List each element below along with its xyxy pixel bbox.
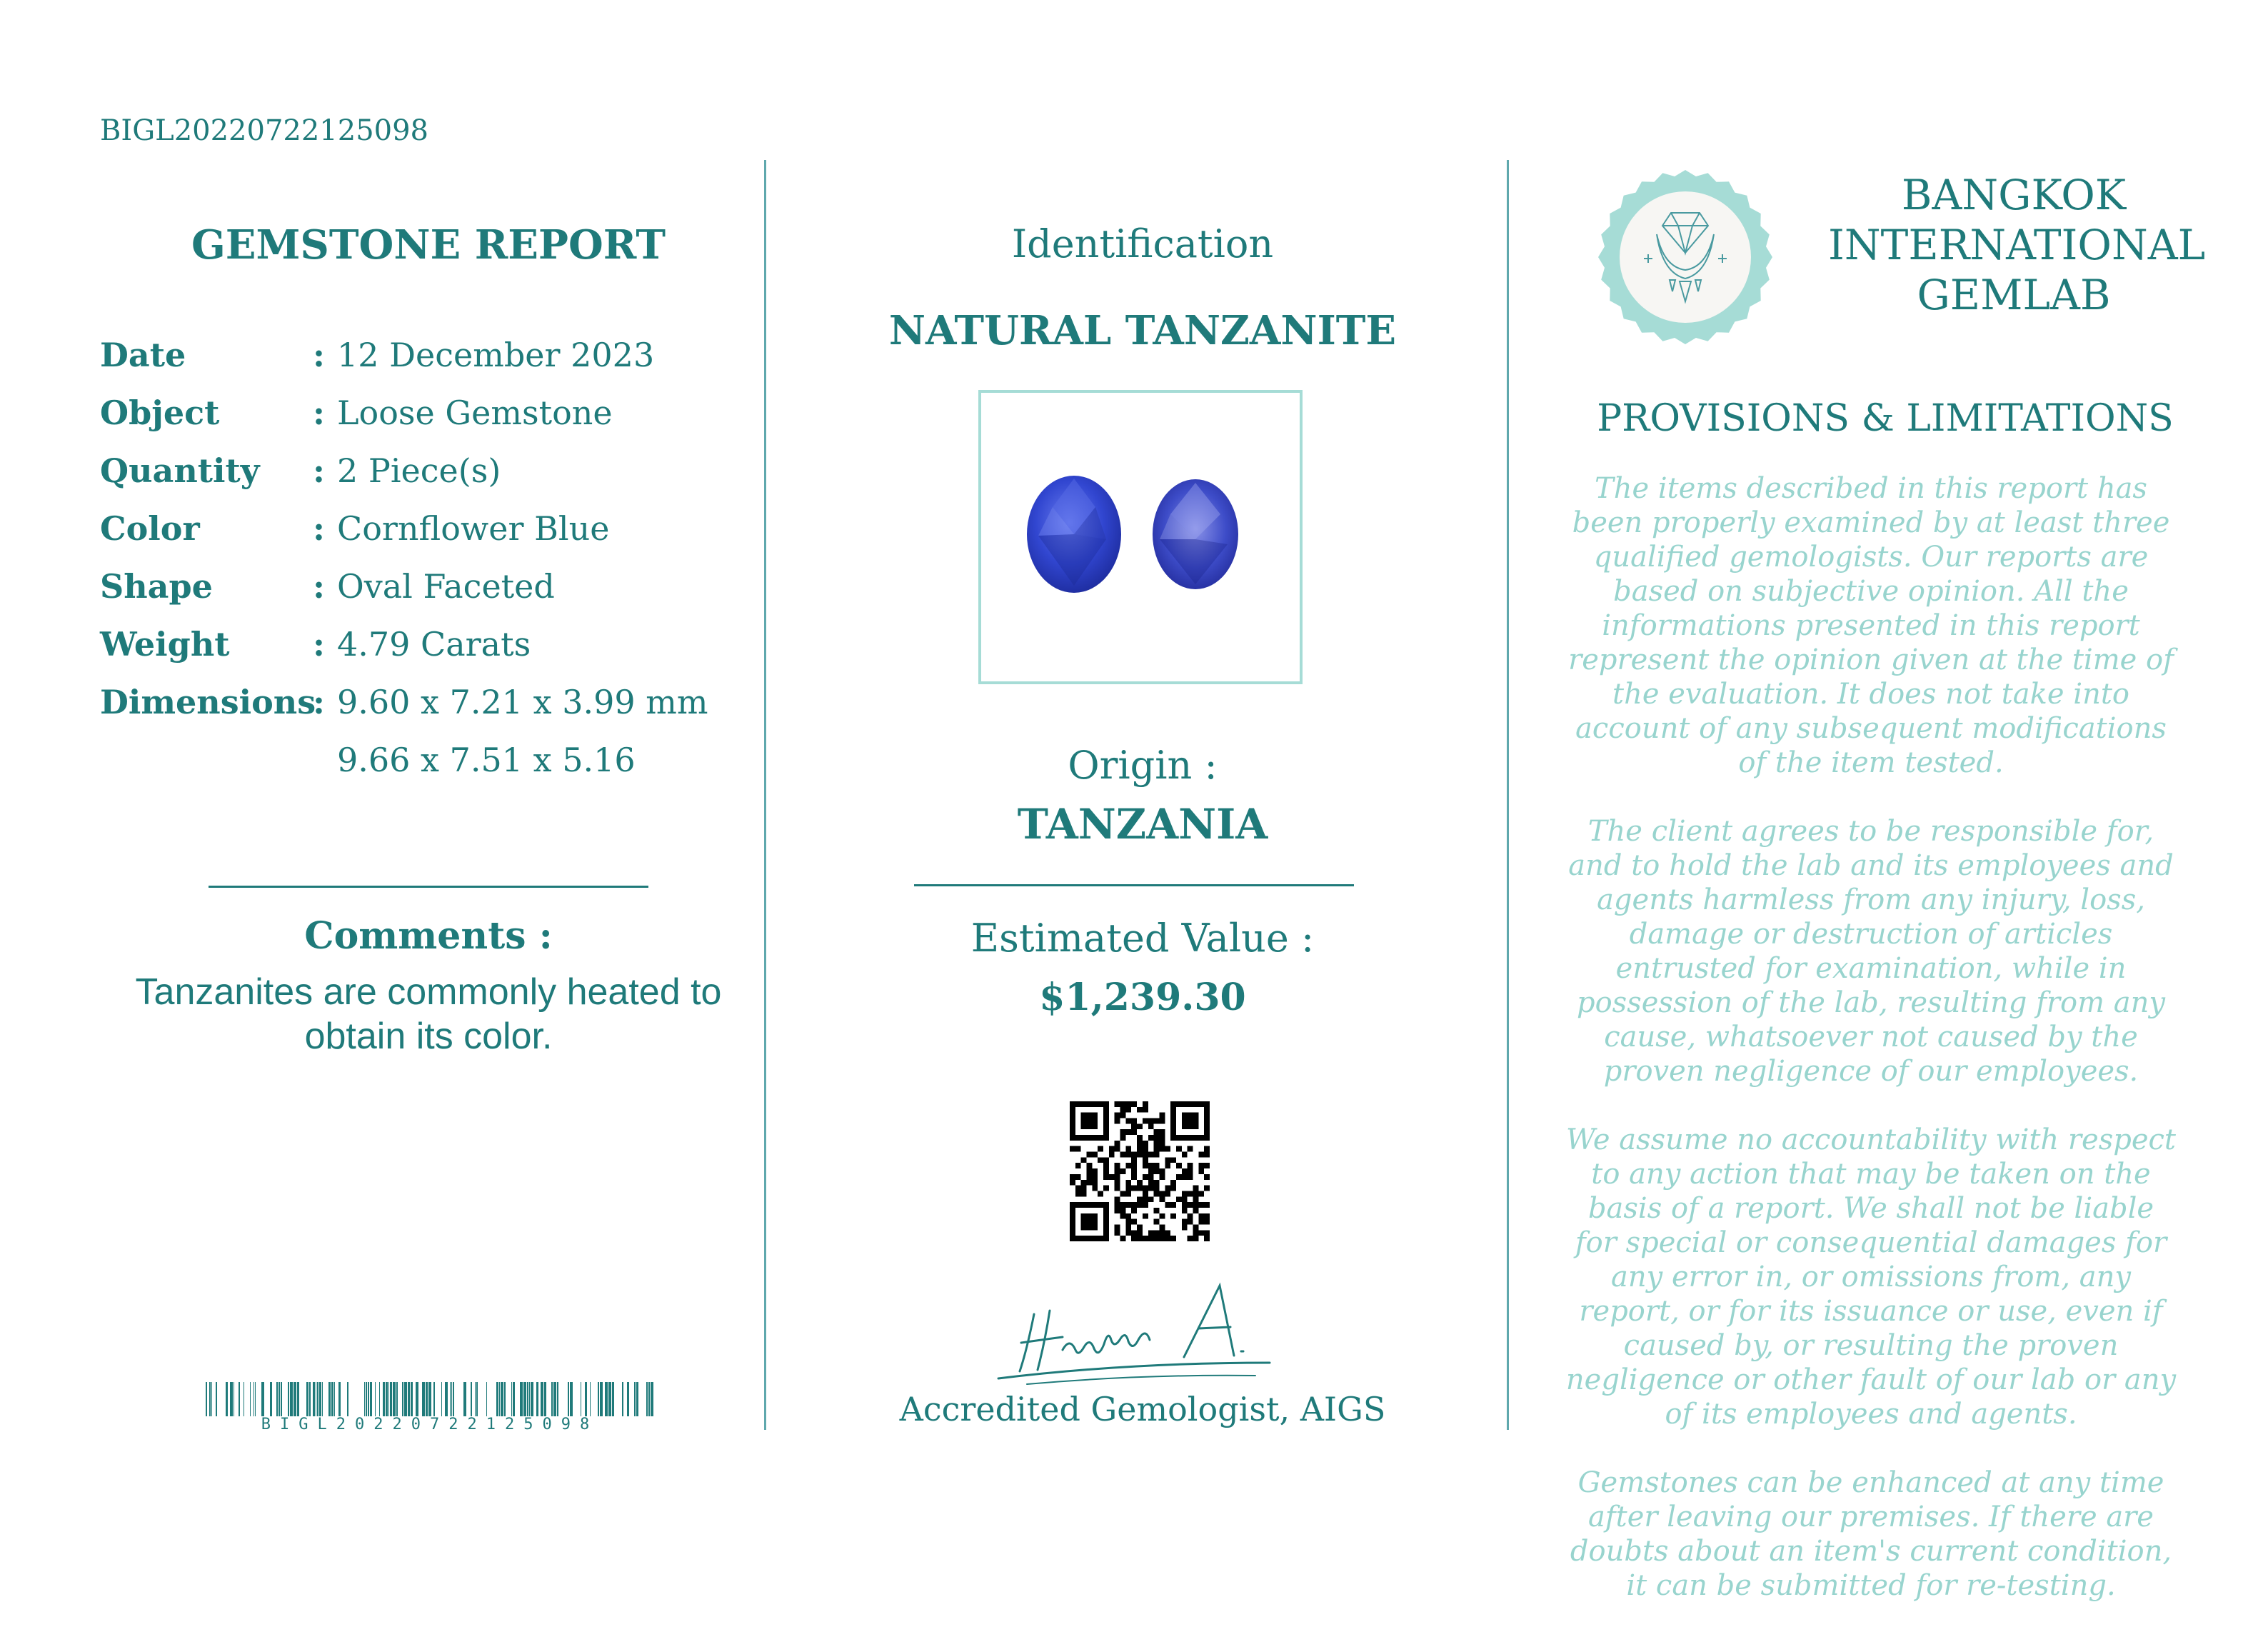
field-colon: : [313,394,325,432]
gem-name: NATURAL TANZANITE [888,307,1397,354]
divider-middle [914,884,1354,886]
field-label: Weight [100,625,230,664]
field-value: Oval Faceted [337,567,555,606]
lab-name-line: BANGKOK [1901,171,2127,219]
barcode [206,1382,654,1416]
provisions-paragraph: Gemstones can be enhanced at any time after leaving our premises. If there are doubts about an item's current condition, it can be submitted for re-testing. [1570,1466,2172,1602]
field-value: Loose Gemstone [337,394,613,432]
comments-text: Tanzanites are commonly heated to obtain its color. [135,971,722,1057]
provisions-paragraph: We assume no accountability with respect to any action that may be taken on the basis of a report. We shall not be liable for special or consequential damages for any error in, or omissions from, any report, or for its issuance or use, even if caused by, or resulting the proven negligence or other fault of our lab or any of its employees and agents. [1565,1123,2177,1431]
identification-label: Identification [1011,221,1274,266]
lab-name-line: GEMLAB [1917,271,2111,319]
divider-left [209,886,648,888]
field-label: Shape [100,567,213,606]
field-colon: : [313,567,325,606]
comments-title: Comments : [304,914,553,958]
estimated-value-label: Estimated Value : [970,916,1315,961]
column-divider-right [1507,160,1509,1430]
qr-code[interactable] [1070,1101,1210,1241]
gem-stone-1 [1027,476,1121,593]
field-value: 9.60 x 7.21 x 3.99 mm [337,683,708,721]
gem-stone-2 [1153,479,1238,589]
origin-label: Origin : [1068,743,1218,788]
lab-name-line: INTERNATIONAL [1828,221,2206,269]
provisions-paragraph: The items described in this report has been properly examined by at least three qualified gemologists. Our reports are based on subjective opinion. All the informations presented in this report represent the opinion given at the time of the evaluation. It does not take into account of any subsequent modifications of the item tested. [1568,472,2174,779]
report-title: GEMSTONE REPORT [191,221,666,269]
field-label: Color [100,509,200,548]
field-colon: : [313,683,325,721]
field-value: 12 December 2023 [337,336,655,374]
provisions-paragraph: The client agrees to be responsible for, and to hold the lab and its employees and agents harmless from any injury, loss, damage or destruction of articles entrusted for examination, while in possession of the lab, resulting from any cause, whatsoever not caused by the proven negligence of our employees. [1568,815,2174,1088]
provisions-title: PROVISIONS & LIMITATIONS [1597,397,2174,440]
lab-name [1828,170,2206,320]
origin-value: TANZANIA [1017,800,1268,848]
field-label: Object [100,394,220,432]
barcode-text: BIGL20220722125098 [261,1416,599,1433]
signature [984,1271,1284,1386]
field-value: 4.79 Carats [337,625,531,664]
report-number: BIGL20220722125098 [100,114,428,147]
field-label: Date [100,336,186,374]
provisions-text [1564,471,2178,1637]
field-colon: : [313,451,325,490]
field-value: Cornflower Blue [337,509,610,548]
field-label: Dimensions [100,683,316,721]
field-colon: : [313,509,325,548]
field-label: Quantity [100,451,260,490]
field-value: 2 Piece(s) [337,451,501,490]
field-value: 9.66 x 7.51 x 5.16 [337,741,636,779]
gemstone-photo [978,390,1303,684]
column-divider-left [764,160,766,1430]
signature-caption: Accredited Gemologist, AIGS [899,1390,1386,1428]
seal-logo-icon [1594,166,1777,349]
field-colon: : [313,336,325,374]
field-colon: : [313,625,325,664]
estimated-value: $1,239.30 [1039,976,1246,1019]
